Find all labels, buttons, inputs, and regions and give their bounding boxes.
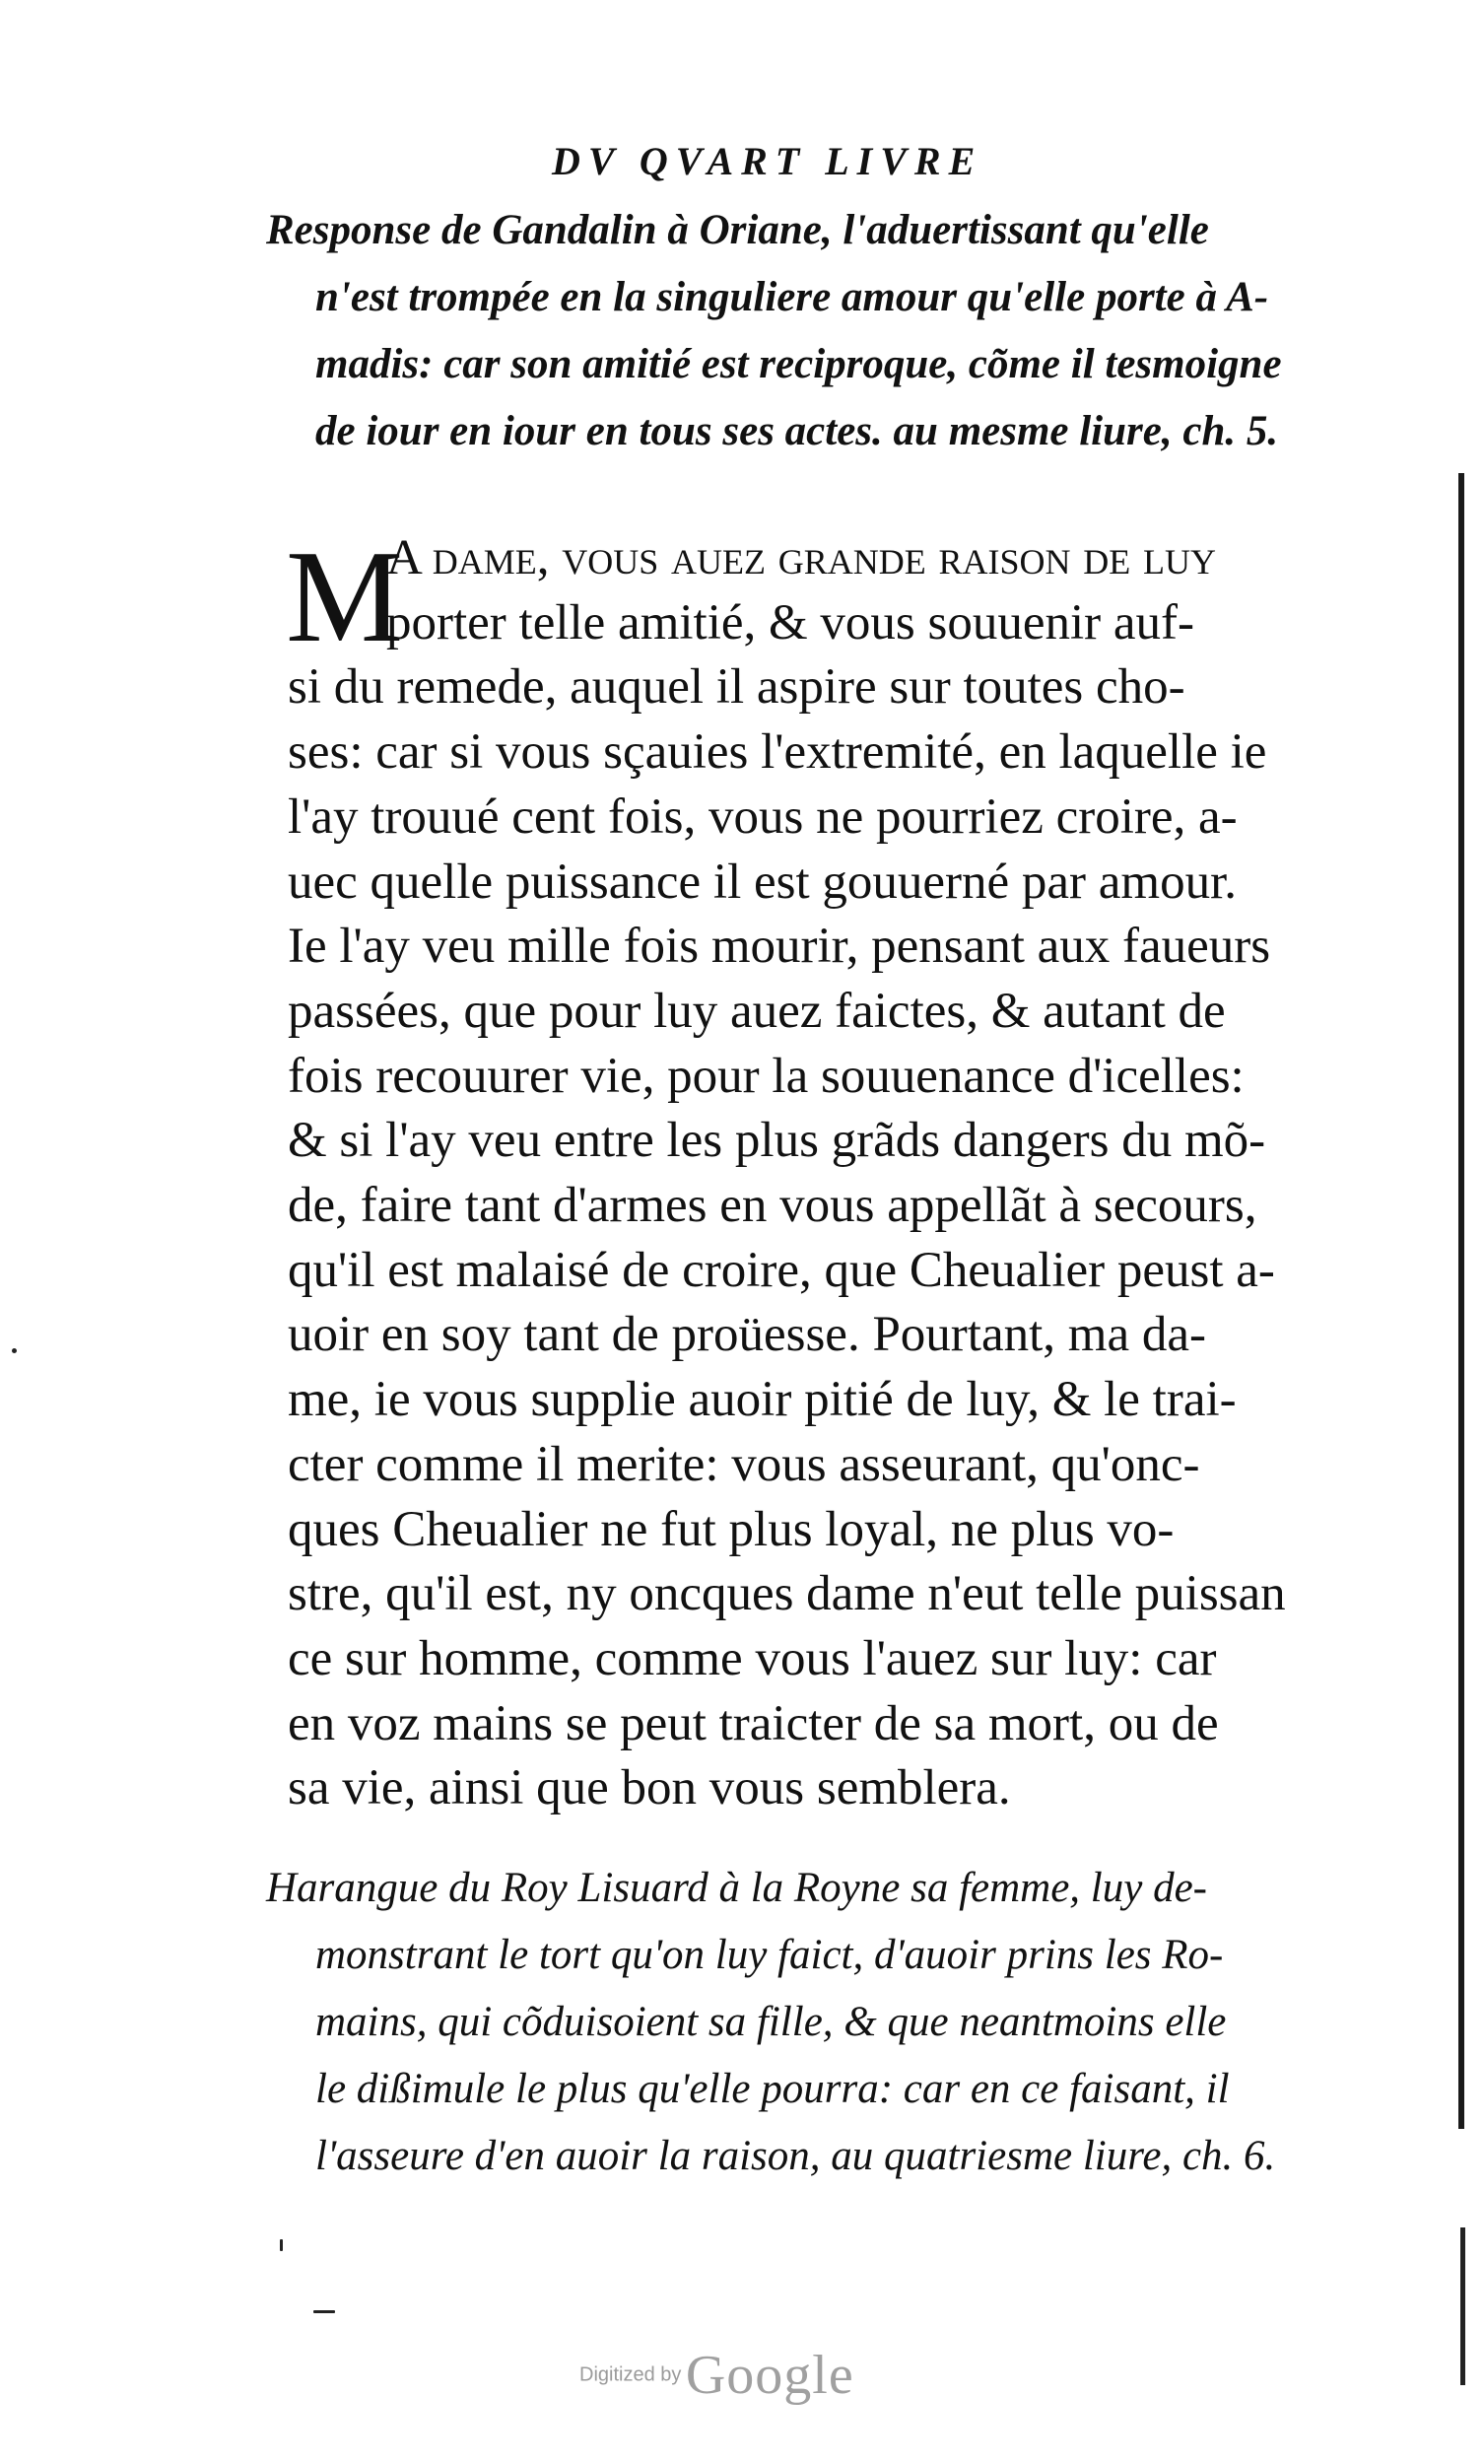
body-line: stre, qu'il est, ny oncques dame n'eut telle puissan [288, 1566, 1286, 1622]
heading-line: Harangue du Roy Lisuard à la Royne sa femme, luy de- [266, 1865, 1207, 1911]
heading-line: l'asseure d'en auoir la raison, au quatriesme liure, ch. 6. [315, 2133, 1276, 2179]
heading-line: madis: car son amitié est reciproque, cõme il tesmoigne [315, 341, 1282, 387]
body-line: l'ay trouué cent fois, vous ne pourriez croire, a- [288, 788, 1238, 845]
body-line: si du remede, auquel il aspire sur toutes cho- [288, 659, 1185, 716]
body-line: cter comme il merite: vous asseurant, qu'onc- [288, 1436, 1200, 1492]
heading-line: monstrant le tort qu'on luy faict, d'auoir prins les Ro- [315, 1932, 1224, 1978]
body-line: passées, que pour luy auez faictes, & autant de [288, 983, 1226, 1039]
watermark-prefix: Digitized by [579, 2363, 682, 2386]
running-head: DV QVART LIVRE [552, 139, 983, 183]
body-line: sa vie, ainsi que bon vous semblera. [288, 1760, 1011, 1816]
section-heading-1 [266, 197, 1399, 465]
body-line: me, ie vous supplie auoir pitié de luy, & le trai- [288, 1372, 1237, 1428]
heading-line: mains, qui cõduisoient sa fille, & que neantmoins elle [315, 1999, 1227, 2045]
ink-speck [280, 2239, 283, 2251]
body-line: uec quelle puissance il est gouuerné par amour. [288, 854, 1237, 910]
body-line: fois recouurer vie, pour la souuenance d'icelles: [288, 1048, 1245, 1104]
body-line: de, faire tant d'armes en vous appellãt à secours, [288, 1178, 1257, 1234]
heading-line: de iour en iour en tous ses actes. au mesme liure, ch. 5. [315, 408, 1279, 454]
body-line: en voz mains se peut traicter de sa mort, ou de [288, 1695, 1219, 1751]
body-line: ses: car si vous sçauies l'extremité, en laquelle ie [288, 724, 1267, 781]
heading-line: Response de Gandalin à Oriane, l'aduertissant qu'elle [266, 207, 1209, 253]
body-line: porter telle amitié, & vous souuenir auf- [386, 594, 1195, 650]
heading-line: le dißimule le plus qu'elle pourra: car en ce faisant, il [315, 2066, 1230, 2112]
body-line: ques Cheualier ne fut plus loyal, ne plus vo- [288, 1501, 1175, 1557]
body-line: A dame, vous auez grande raison de luy [386, 530, 1216, 585]
section-heading-2 [266, 1855, 1399, 2190]
body-paragraph [286, 523, 1382, 1821]
body-line: ce sur homme, comme vous l'auez sur luy: car [288, 1630, 1217, 1686]
gutter-shadow-line [1458, 473, 1464, 2129]
ink-speck [12, 1348, 17, 1353]
digitized-by-google-watermark [579, 2344, 854, 2407]
gutter-shadow-line [1460, 2227, 1465, 2385]
drop-cap-initial: M [286, 523, 404, 669]
heading-line: n'est trompée en la singuliere amour qu'elle porte à A- [315, 274, 1269, 320]
google-logo: Google [685, 2345, 854, 2406]
ink-speck [313, 2310, 335, 2313]
body-line: & si l'ay veu entre les plus grãds dangers du mõ- [288, 1113, 1266, 1169]
body-line: uoir en soy tant de proüesse. Pourtant, ma da- [288, 1307, 1206, 1363]
body-line: Ie l'ay veu mille fois mourir, pensant aux faueurs [288, 919, 1271, 975]
body-line: qu'il est malaisé de croire, que Cheualier peust a- [288, 1242, 1275, 1298]
